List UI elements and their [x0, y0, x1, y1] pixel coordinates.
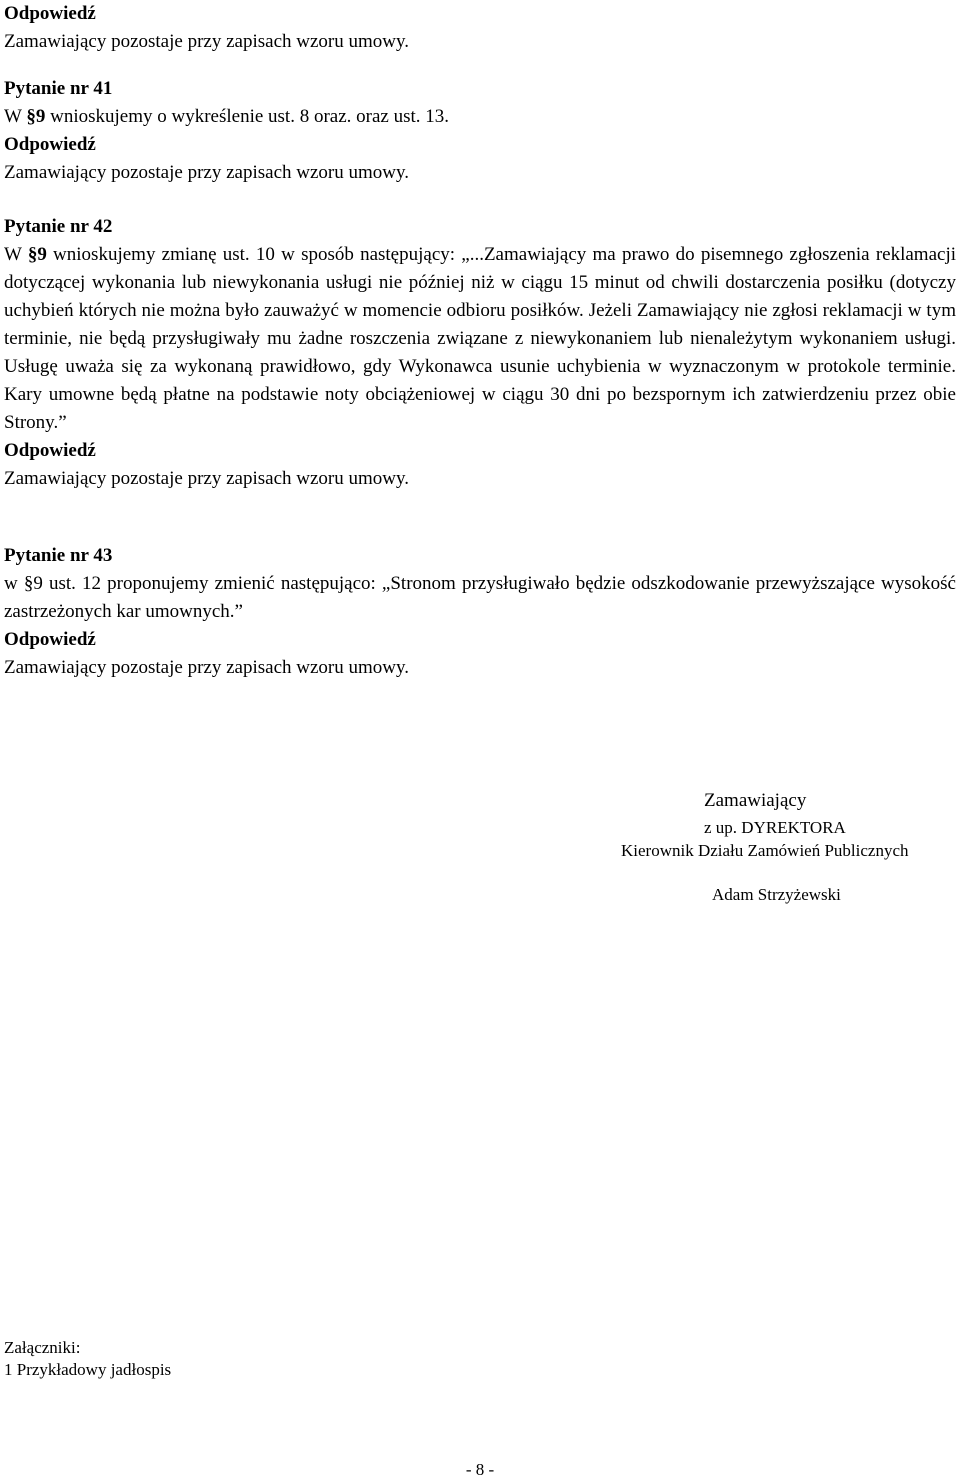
answer-block-previous	[4, 0, 956, 56]
answer-text: Zamawiający pozostaje przy zapisach wzoru umowy.	[4, 657, 409, 678]
paragraph-reference: §9	[27, 244, 47, 265]
question-text: w §9 ust. 12 proponujemy zmienić następująco: „Stronom przysługiwało będzie odszkodowanie przewyższające wysokość zastrzeżonych kar umownych.”	[4, 573, 956, 622]
signature-position: Kierownik Działu Zamówień Publicznych	[621, 841, 909, 860]
question-prefix: W	[4, 106, 27, 127]
answer-label: Odpowiedź	[4, 3, 96, 24]
question-42-block	[4, 213, 956, 493]
question-body: wnioskujemy zmianę ust. 10 w sposób następujący: „...Zamawiający ma prawo do pisemnego zgłoszenia reklamacji dotyczącej wykonania lub niewykonania usługi nie później niż w ciągu 15 minut od chwili dostarczenia posiłku (dotyczy uchybień których nie można było zauważyć w momencie odbioru posiłków. Jeżeli Zamawiający nie zgłosi reklamacji w tym terminie, nie będą przysługiwały mu żadne roszczenia związane z niewykonaniem lub nienależytym wykonaniem usługi. Usługę uważa się za wykonaną prawidłowo, gdy Wykonawca usunie uchybienia w wyznaczonym w protokole terminie. Kary umowne będą płatne na podstawie noty obciążeniowej w ciągu 30 dni po bezspornym ich zatwierdzeniu przez obie Strony.”	[4, 244, 956, 433]
answer-label: Odpowiedź	[4, 629, 96, 650]
page-number: - 8 -	[465, 1460, 495, 1479]
question-prefix: W	[4, 244, 28, 265]
question-41-block	[4, 75, 956, 187]
answer-text: Zamawiający pozostaje przy zapisach wzoru umowy.	[4, 468, 409, 489]
answer-label: Odpowiedź	[4, 440, 96, 461]
answer-label: Odpowiedź	[4, 134, 96, 155]
attachments-label: Załączniki:	[4, 1338, 81, 1357]
signature-entity: Zamawiający	[704, 790, 807, 811]
question-body: wnioskujemy o wykreślenie ust. 8 oraz. oraz ust. 13.	[45, 106, 450, 127]
paragraph-reference: §9	[26, 106, 46, 127]
signature-name: Adam Strzyżewski	[712, 885, 841, 904]
answer-text: Zamawiający pozostaje przy zapisach wzoru umowy.	[4, 162, 409, 183]
signature-on-behalf: z up. DYREKTORA	[704, 818, 846, 837]
question-title: Pytanie nr 43	[4, 545, 113, 566]
attachment-item: 1 Przykładowy jadłospis	[4, 1360, 172, 1379]
question-text	[4, 103, 956, 131]
answer-text: Zamawiający pozostaje przy zapisach wzoru umowy.	[4, 31, 409, 52]
question-text	[4, 241, 956, 437]
question-title: Pytanie nr 41	[4, 78, 113, 99]
question-43-block	[4, 542, 956, 682]
question-title: Pytanie nr 42	[4, 216, 113, 237]
